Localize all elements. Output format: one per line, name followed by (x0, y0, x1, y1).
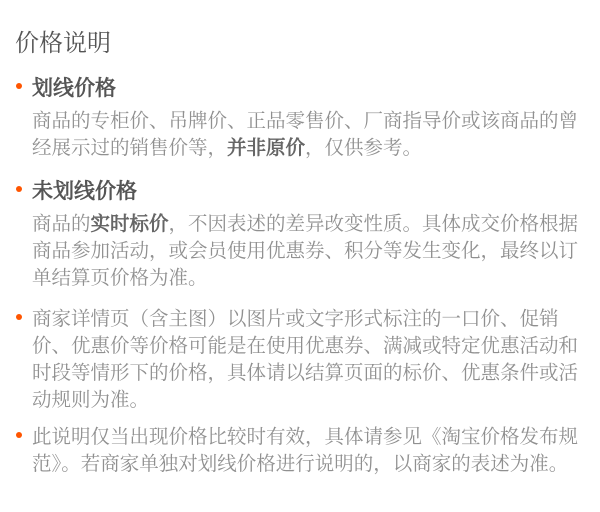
bullet-icon (16, 186, 22, 192)
page-title: 价格说明 (15, 30, 111, 57)
list-item-validity-note (15, 424, 583, 478)
list-item-detail-page-prices (15, 306, 583, 414)
text-segment: 此说明仅当出现价格比较时有效，具体请参见《淘宝价格发布规范》。若商家单独对划线价格进行说明的，以商家的表述为准。 (32, 426, 579, 475)
list-item-unstruck-price (15, 178, 583, 292)
text-segment-bold: 实时标价 (90, 213, 169, 235)
item-paragraph (32, 108, 583, 162)
item-paragraph (32, 306, 583, 414)
text-segment: ，仅供参考。 (305, 137, 423, 159)
item-heading: 未划线价格 (32, 180, 137, 203)
text-segment: 商品的专柜价、吊牌价、正品零售价、厂商指导价或该商品的曾经展示过的销售价等， (32, 110, 579, 159)
text-segment: 商品的 (32, 213, 91, 235)
list-item-strikethrough-price (15, 75, 583, 162)
item-paragraph (32, 211, 583, 292)
bullet-icon (16, 83, 22, 89)
bullet-icon (16, 314, 22, 320)
bullet-icon (16, 432, 22, 438)
text-segment: ，不因表述的差异改变性质。具体成交价格根据商品参加活动，或会员使用优惠券、积分等发生变化，最终以订单结算页价格为准。 (32, 213, 579, 289)
item-paragraph (32, 424, 583, 478)
text-segment-bold: 并非原价 (227, 137, 306, 159)
price-notes-list (15, 75, 583, 478)
text-segment: 商家详情页（含主图）以图片或文字形式标注的一口价、促销价、优惠价等价格可能是在使用优惠券、满减或特定优惠活动和时段等情形下的价格，具体请以结算页面的标价、优惠条件或活动规则为准。 (32, 308, 579, 411)
item-heading: 划线价格 (32, 77, 116, 100)
